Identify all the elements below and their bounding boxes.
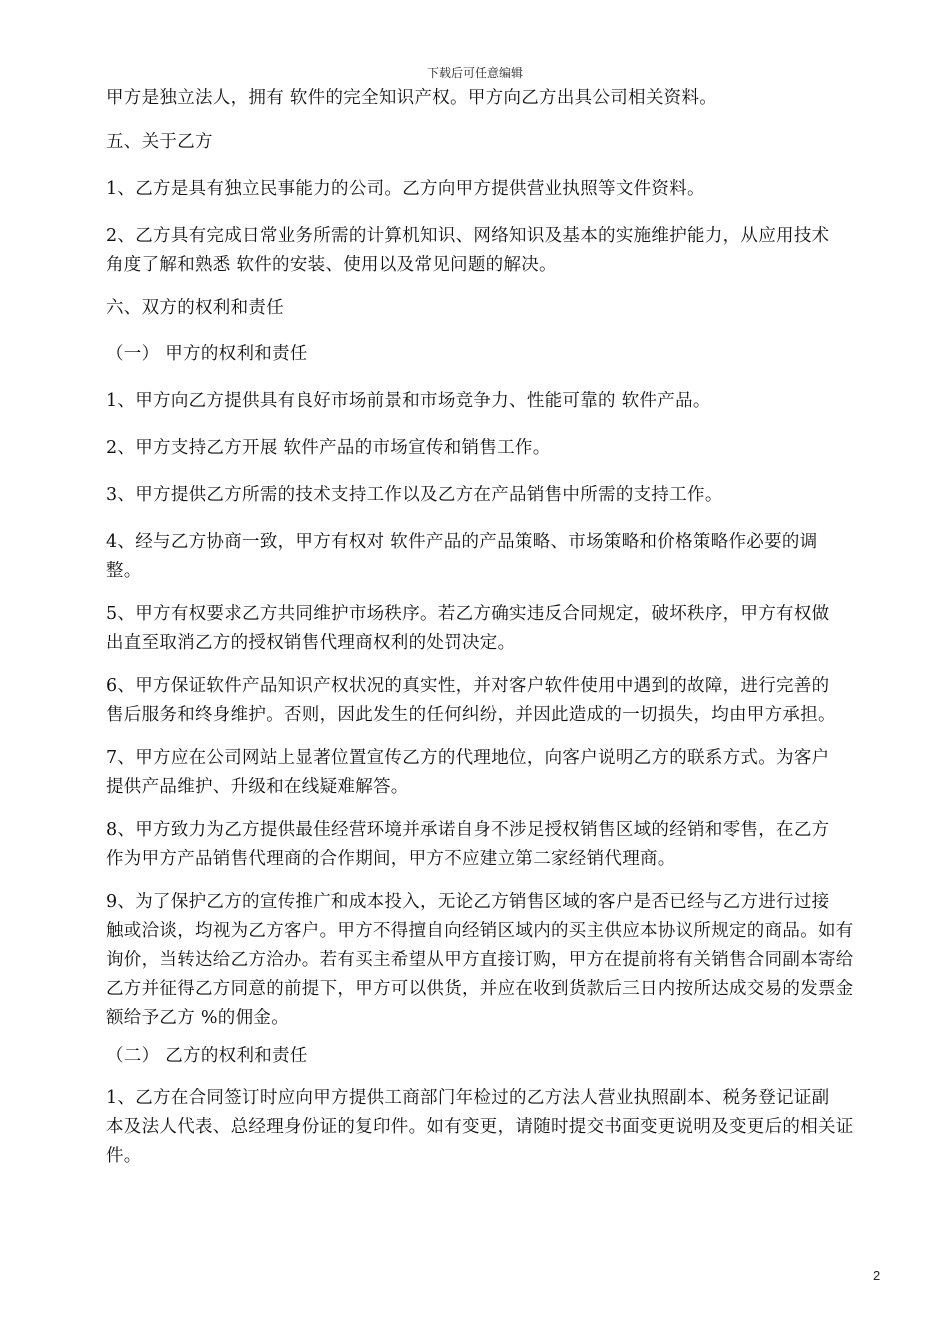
paragraph	[106, 222, 886, 280]
paragraph-line: 6、甲方保证软件产品知识产权状况的真实性，并对客户软件使用中遇到的故障，进行完善的	[106, 676, 830, 696]
paragraph-line: 售后服务和终身维护。否则，因此发生的任何纠纷，并因此造成的一切损失，均由甲方承担。	[106, 705, 836, 725]
paragraph-line: 2、乙方具有完成日常业务所需的计算机知识、网络知识及基本的实施维护能力，从应用技术	[106, 226, 830, 246]
paragraph	[106, 340, 886, 369]
paragraph	[106, 528, 886, 586]
paragraph-line: 甲方是独立法人，拥有 软件的完全知识产权。甲方向乙方出具公司相关资料。	[106, 88, 718, 108]
paragraph-line: 作为甲方产品销售代理商的合作期间，甲方不应建立第二家经销代理商。	[106, 849, 676, 869]
paragraph	[106, 888, 886, 1033]
paragraph-line: 提供产品维护、升级和在线疑难解答。	[106, 777, 409, 797]
paragraph	[106, 387, 886, 416]
paragraph-line: 角度了解和熟悉 软件的安装、使用以及常见问题的解决。	[106, 255, 557, 275]
paragraph-line: 9、为了保护乙方的宣传推广和成本投入，无论乙方销售区域的客户是否已经与乙方进行过接	[106, 892, 830, 912]
paragraph-line: 1、乙方是具有独立民事能力的公司。乙方向甲方提供营业执照等文件资料。	[106, 179, 705, 199]
paragraph-line: 本及法人代表、总经理身份证的复印件。如有变更，请随时提交书面变更说明及变更后的相关证	[106, 1117, 854, 1137]
paragraph	[106, 294, 886, 323]
paragraph	[106, 481, 886, 510]
paragraph-line: 五、关于乙方	[106, 132, 213, 152]
paragraph	[106, 744, 886, 802]
paragraph	[106, 1084, 886, 1171]
paragraph-line: 六、双方的权利和责任	[106, 298, 284, 318]
paragraph	[106, 84, 886, 113]
page-number: 2	[873, 1268, 881, 1283]
paragraph-line: 1、甲方向乙方提供具有良好市场前景和市场竞争力、性能可靠的 软件产品。	[106, 391, 711, 411]
paragraph-line: 询价，当转达给乙方洽办。若有买主希望从甲方直接订购，甲方在提前将有关销售合同副本寄给	[106, 950, 854, 970]
paragraph	[106, 672, 886, 730]
paragraph-line: 3、甲方提供乙方所需的技术支持工作以及乙方在产品销售中所需的支持工作。	[106, 485, 723, 505]
paragraph-line: 1、乙方在合同签订时应向甲方提供工商部门年检过的乙方法人营业执照副本、税务登记证副	[106, 1088, 830, 1108]
paragraph-line: 5、甲方有权要求乙方共同维护市场秩序。若乙方确实违反合同规定，破坏秩序，甲方有权做	[106, 604, 830, 624]
paragraph	[106, 816, 886, 874]
paragraph-line: 7、甲方应在公司网站上显著位置宣传乙方的代理地位，向客户说明乙方的联系方式。为客户	[106, 748, 830, 768]
paragraph	[106, 1042, 886, 1071]
paragraph-line: 额给予乙方 %的佣金。	[106, 1008, 289, 1028]
paragraph-line: 4、经与乙方协商一致，甲方有权对 软件产品的产品策略、市场策略和价格策略作必要的调	[106, 532, 818, 552]
paragraph-line: 出直至取消乙方的授权销售代理商权利的处罚决定。	[106, 633, 516, 653]
paragraph	[106, 128, 886, 157]
page-header: 下载后可任意编辑	[426, 66, 523, 80]
paragraph-line: 触或洽谈，均视为乙方客户。甲方不得擅自向经销区域内的买主供应本协议所规定的商品。如有	[106, 921, 854, 941]
paragraph-line: 乙方并征得乙方同意的前提下，甲方可以供货，并应在收到货款后三日内按所达成交易的发票金	[106, 979, 854, 999]
paragraph	[106, 600, 886, 658]
paragraph-line: （一） 甲方的权利和责任	[106, 344, 308, 364]
paragraph	[106, 434, 886, 463]
paragraph-line: （二） 乙方的权利和责任	[106, 1046, 308, 1066]
paragraph-line: 整。	[106, 561, 142, 581]
paragraph	[106, 175, 886, 204]
paragraph-line: 2、甲方支持乙方开展 软件产品的市场宣传和销售工作。	[106, 438, 551, 458]
paragraph-line: 8、甲方致力为乙方提供最佳经营环境并承诺自身不涉足授权销售区域的经销和零售，在乙方	[106, 820, 830, 840]
paragraph-line: 件。	[106, 1146, 142, 1166]
